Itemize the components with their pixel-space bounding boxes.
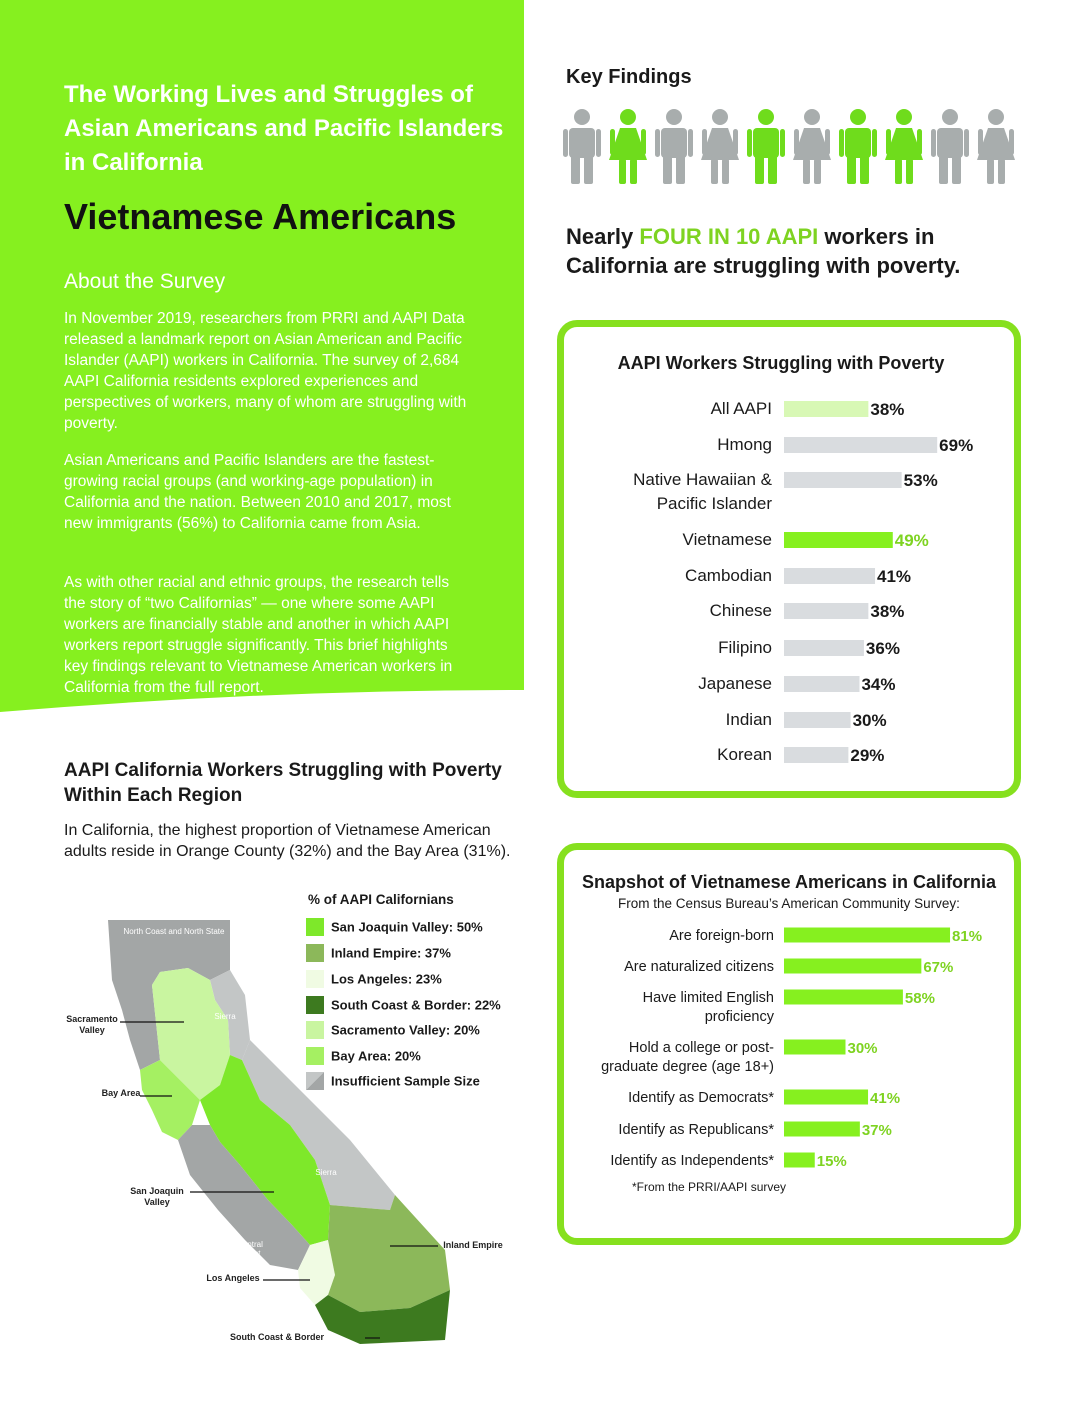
bar bbox=[784, 959, 921, 974]
bar bbox=[784, 747, 848, 763]
legend-label: South Coast & Border: 22% bbox=[331, 997, 501, 1013]
snapshot-chart-title: Snapshot of Vietnamese Americans in California bbox=[581, 872, 997, 892]
poverty-chart bbox=[565, 390, 1015, 780]
about-heading: About the Survey bbox=[64, 270, 226, 293]
california-map bbox=[60, 910, 520, 1350]
region-paragraph: In California, the highest proportion of Vietnamese American adults reside in Orange County (32%) and the Bay Area (31%). bbox=[64, 822, 511, 860]
man-icon bbox=[839, 109, 877, 184]
man-icon bbox=[931, 109, 969, 184]
category-label: proficiency bbox=[704, 1009, 774, 1025]
value-label: 30% bbox=[847, 1040, 878, 1057]
category-label: Filipino bbox=[718, 638, 772, 657]
category-label: Identify as Democrats* bbox=[628, 1090, 774, 1106]
bar bbox=[784, 1153, 815, 1168]
key-finding-statement bbox=[566, 222, 1036, 280]
value-label: 53% bbox=[903, 471, 938, 490]
category-label: Pacific Islander bbox=[656, 494, 772, 513]
category-label: Have limited English bbox=[642, 990, 774, 1006]
snapshot-chart-subtitle: From the Census Bureau’s American Community Survey: bbox=[618, 896, 960, 911]
bar bbox=[784, 640, 864, 656]
legend-label: Bay Area: 20% bbox=[331, 1048, 421, 1064]
legend-item bbox=[306, 1047, 421, 1065]
legend-swatch bbox=[306, 970, 324, 988]
category-label: Are naturalized citizens bbox=[624, 959, 774, 975]
bar bbox=[784, 568, 875, 584]
bar bbox=[784, 1122, 860, 1137]
legend-label: Los Angeles: 23% bbox=[331, 971, 442, 987]
man-icon bbox=[747, 109, 785, 184]
value-label: 38% bbox=[870, 602, 905, 621]
category-label: All AAPI bbox=[710, 399, 772, 418]
value-label: 38% bbox=[870, 400, 905, 419]
legend-item bbox=[306, 1021, 480, 1039]
value-label: 15% bbox=[816, 1153, 847, 1170]
bar bbox=[784, 472, 902, 488]
series-title: The Working Lives and Struggles of Asian Americans and Pacific Islanders in California bbox=[64, 81, 504, 176]
bar bbox=[784, 990, 903, 1005]
legend-item bbox=[306, 944, 451, 962]
snapshot-footnote: *From the PRRI/AAPI survey bbox=[632, 1180, 787, 1194]
legend-item bbox=[306, 1072, 480, 1090]
map-label-los-angeles: Los Angeles bbox=[206, 1273, 260, 1283]
map-label-south-coast: South Coast & Border bbox=[229, 1332, 324, 1342]
legend-item bbox=[306, 996, 501, 1014]
map-label-inland-empire: Inland Empire bbox=[443, 1240, 503, 1250]
legend-label: Insufficient Sample Size bbox=[331, 1073, 480, 1089]
category-label: Native Hawaiian & bbox=[633, 470, 772, 489]
value-label: 37% bbox=[861, 1122, 892, 1139]
bar bbox=[784, 1040, 846, 1055]
people-icons bbox=[558, 108, 1028, 188]
map-label-san-joaquin: San Joaquin Valley bbox=[130, 1186, 184, 1207]
category-label: Korean bbox=[717, 745, 772, 764]
snapshot-chart bbox=[565, 920, 1015, 1180]
map-label-bay-area: Bay Area bbox=[101, 1088, 141, 1098]
bar bbox=[784, 532, 893, 548]
value-label: 36% bbox=[865, 639, 900, 658]
man-icon bbox=[655, 109, 693, 184]
legend-swatch bbox=[306, 944, 324, 962]
legend-label: San Joaquin Valley: 50% bbox=[331, 919, 483, 935]
statement-highlight: FOUR IN 10 AAPI bbox=[639, 224, 819, 249]
woman-icon bbox=[701, 109, 739, 184]
region-inland-empire bbox=[328, 1195, 450, 1312]
value-label: 41% bbox=[870, 1090, 901, 1107]
legend-swatch bbox=[306, 996, 324, 1014]
category-label: Are foreign-born bbox=[669, 928, 774, 944]
map-label-sierra: Sierra bbox=[315, 1168, 337, 1177]
statement-text: workers in California are struggling with poverty. bbox=[566, 224, 961, 278]
bar bbox=[784, 437, 937, 453]
category-label: Indian bbox=[725, 710, 772, 729]
bar bbox=[784, 603, 868, 619]
about-paragraph: In November 2019, researchers from PRRI and AAPI Data released a landmark report on Asian American and Pacific Islander (AAPI) workers in California. The survey of 2,684 AAPI California residents explored experiences and perspectives of workers, many of whom are struggling with poverty. bbox=[64, 310, 467, 432]
woman-icon bbox=[793, 109, 831, 184]
man-icon bbox=[563, 109, 601, 184]
legend-item bbox=[306, 918, 483, 936]
woman-icon bbox=[885, 109, 923, 184]
map-label-sacramento: Sacramento Valley bbox=[66, 1014, 118, 1035]
legend-swatch bbox=[306, 918, 324, 936]
category-label: Hold a college or post- bbox=[628, 1040, 774, 1056]
bar bbox=[784, 712, 851, 728]
legend-label: Sacramento Valley: 20% bbox=[331, 1022, 480, 1038]
region-heading: AAPI California Workers Struggling with Poverty Within Each Region bbox=[64, 760, 502, 806]
bar bbox=[784, 401, 868, 417]
legend-swatch bbox=[306, 1072, 324, 1090]
map-label-central-coast: Central Coast bbox=[237, 1240, 263, 1258]
map-label-sierra: Sierra bbox=[214, 1012, 236, 1021]
category-label: Chinese bbox=[709, 601, 772, 620]
value-label: 58% bbox=[904, 990, 935, 1007]
category-label: Identify as Republicans* bbox=[618, 1122, 774, 1138]
value-label: 34% bbox=[861, 675, 896, 694]
woman-icon bbox=[609, 109, 647, 184]
value-label: 81% bbox=[952, 928, 983, 945]
legend-item bbox=[306, 970, 442, 988]
about-paragraph: As with other racial and ethnic groups, the research tells the story of “two Californias” — one where some AAPI workers are financially stable and another in which AAPI workers report struggle significantly. This brief highlights key findings relevant to Vietnamese American workers in California from the full report. bbox=[64, 574, 453, 696]
legend-title: % of AAPI Californians bbox=[308, 892, 454, 907]
category-label: Cambodian bbox=[685, 566, 772, 585]
value-label: 29% bbox=[850, 746, 885, 765]
statement-text: Nearly bbox=[566, 224, 640, 249]
about-paragraph: Asian Americans and Pacific Islanders are the fastest-growing racial groups (and working-age population) in California and the nation. Between 2010 and 2017, most new immigrants (56%) to California came from Asia. bbox=[64, 452, 451, 532]
bar bbox=[784, 1090, 868, 1105]
value-label: 30% bbox=[852, 711, 887, 730]
legend-label: Inland Empire: 37% bbox=[331, 945, 451, 961]
value-label: 69% bbox=[939, 436, 974, 455]
key-findings-heading: Key Findings bbox=[566, 66, 692, 88]
legend-swatch bbox=[306, 1047, 324, 1065]
page-title: Vietnamese Americans bbox=[64, 196, 457, 237]
category-label: Japanese bbox=[698, 674, 772, 693]
value-label: 49% bbox=[894, 531, 929, 550]
legend-swatch bbox=[306, 1021, 324, 1039]
value-label: 67% bbox=[923, 959, 954, 976]
category-label: Hmong bbox=[717, 435, 772, 454]
category-label: Vietnamese bbox=[682, 530, 772, 549]
poverty-chart-title: AAPI Workers Struggling with Poverty bbox=[617, 353, 945, 373]
category-label: Identify as Independents* bbox=[610, 1153, 774, 1169]
bar bbox=[784, 928, 950, 943]
map-label-north-coast: North Coast and North State bbox=[123, 927, 225, 936]
bar bbox=[784, 676, 859, 692]
category-label: graduate degree (age 18+) bbox=[601, 1059, 774, 1075]
woman-icon bbox=[977, 109, 1015, 184]
value-label: 41% bbox=[877, 567, 912, 586]
